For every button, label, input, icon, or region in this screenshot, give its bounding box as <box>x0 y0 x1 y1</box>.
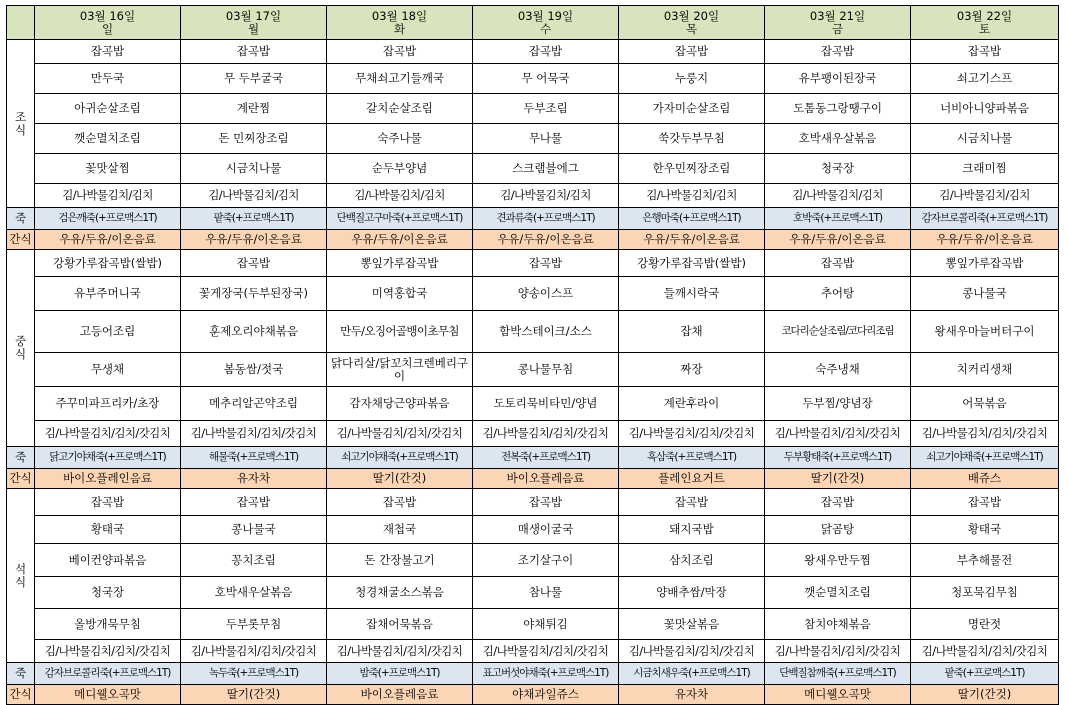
lunch-menu-item: 어묵볶음 <box>911 387 1059 421</box>
day-weekday: 금 <box>831 21 844 36</box>
breakfast-menu-item: 도톰동그랑땡구이 <box>765 94 911 124</box>
breakfast-menu-item: 쇠고기스프 <box>911 64 1059 94</box>
breakfast-menu-item: 순두부양념 <box>327 154 473 184</box>
dinner-menu-item: 돈 간장불고기 <box>327 544 473 577</box>
lunch-menu-item: 주꾸미파프리카/초장 <box>35 387 181 421</box>
lunch-menu-item: 잡곡밥 <box>473 250 619 277</box>
dinner-menu-item: 호박새우살볶음 <box>181 577 327 609</box>
lunch-snack-item: 딸기(간것) <box>765 469 911 489</box>
dinner-item-row <box>7 489 1059 516</box>
dinner-menu-item: 부추해물전 <box>911 544 1059 577</box>
breakfast-item-row <box>7 64 1059 94</box>
breakfast-menu-item: 계란찜 <box>181 94 327 124</box>
dinner-menu-item: 왕새우만두찜 <box>765 544 911 577</box>
header-row <box>7 6 1059 40</box>
lunch-juk-item: 쇠고기야채죽(+프로맥스1T) <box>911 447 1059 469</box>
day-weekday: 토 <box>978 21 991 36</box>
lunch-menu-item: 코다리순살조림/코다리조림 <box>765 311 911 353</box>
breakfast-menu-item: 무 두부굴국 <box>181 64 327 94</box>
day-header <box>181 6 327 40</box>
breakfast-menu-item: 한우민찌장조림 <box>619 154 765 184</box>
lunch-snack-item: 바이오플레인음료 <box>35 469 181 489</box>
day-weekday: 수 <box>539 21 552 36</box>
breakfast-menu-item: 잡곡밥 <box>911 40 1059 64</box>
lunch-item-row <box>7 311 1059 353</box>
dinner-menu-item: 잡곡밥 <box>327 489 473 516</box>
dinner-menu-item: 참나물 <box>473 577 619 609</box>
dinner-menu-item: 올방개묵무침 <box>35 609 181 640</box>
dinner-menu-item: 잡곡밥 <box>181 489 327 516</box>
dinner-menu-item: 잡곡밥 <box>35 489 181 516</box>
dinner-menu-item: 김/나박물김치/김치/갓김치 <box>473 640 619 663</box>
lunch-menu-item: 뽕잎가루잡곡밥 <box>911 250 1059 277</box>
breakfast-menu-item: 스크램블에그 <box>473 154 619 184</box>
dinner-item-row <box>7 516 1059 544</box>
breakfast-menu-item: 가자미순살조림 <box>619 94 765 124</box>
dinner-juk-item: 표고버섯야채죽(+프로맥스1T) <box>473 663 619 685</box>
corner-cell <box>7 6 35 40</box>
dinner-snack-item: 딸기(간것) <box>911 685 1059 705</box>
breakfast-menu-item: 김/나박물김치/김치 <box>35 184 181 208</box>
dinner-juk-item: 감자브로콜리죽(+프로맥스1T) <box>35 663 181 685</box>
dinner-juk-item: 단백질참깨죽(+프로맥스1T) <box>765 663 911 685</box>
lunch-snack-item: 딸기(간것) <box>327 469 473 489</box>
dinner-menu-item: 닭곰탕 <box>765 516 911 544</box>
breakfast-menu-item: 만두국 <box>35 64 181 94</box>
snack-label: 간식 <box>7 230 35 250</box>
dinner-juk-item: 팥죽(+프로맥스1T) <box>911 663 1059 685</box>
breakfast-menu-item: 잡곡밥 <box>765 40 911 64</box>
dinner-menu-item: 김/나박물김치/김치/갓김치 <box>619 640 765 663</box>
breakfast-juk-item: 은행마죽(+프로맥스1T) <box>619 208 765 230</box>
lunch-menu-item: 감자채당근양파볶음 <box>327 387 473 421</box>
dinner-snack-item: 야채과일쥬스 <box>473 685 619 705</box>
dinner-menu-item: 청국장 <box>35 577 181 609</box>
breakfast-menu-item: 김/나박물김치/김치 <box>911 184 1059 208</box>
breakfast-snack-item: 우유/두유/이온음료 <box>181 230 327 250</box>
dinner-snack-item: 메디웰오곡맛 <box>765 685 911 705</box>
dinner-menu-item: 재첩국 <box>327 516 473 544</box>
day-date: 03월 22일 <box>956 8 1013 23</box>
breakfast-snack-item: 우유/두유/이온음료 <box>35 230 181 250</box>
lunch-menu-item: 메추리알곤약조림 <box>181 387 327 421</box>
lunch-juk-item: 두부황태죽(+프로맥스1T) <box>765 447 911 469</box>
dinner-snack-item: 유자차 <box>619 685 765 705</box>
lunch-menu-item: 김/나박물김치/김치/갓김치 <box>327 421 473 447</box>
juk-label: 죽 <box>7 447 35 469</box>
breakfast-snack-item: 우유/두유/이온음료 <box>765 230 911 250</box>
day-weekday: 월 <box>247 21 260 36</box>
dinner-menu-item: 참치야채볶음 <box>765 609 911 640</box>
lunch-menu-item: 김/나박물김치/김치/갓김치 <box>765 421 911 447</box>
breakfast-menu-item: 시금치나물 <box>911 124 1059 154</box>
lunch-juk-row <box>7 447 1059 469</box>
lunch-label <box>7 250 35 447</box>
meal-label-char: 식 <box>14 574 27 589</box>
breakfast-menu-item: 유부팽이된장국 <box>765 64 911 94</box>
dinner-juk-item: 녹두죽(+프로맥스1T) <box>181 663 327 685</box>
lunch-menu-item: 유부주머니국 <box>35 277 181 311</box>
lunch-menu-item: 고등어조림 <box>35 311 181 353</box>
dinner-menu-item: 조기살구이 <box>473 544 619 577</box>
dinner-menu-item: 황태국 <box>911 516 1059 544</box>
day-header <box>473 6 619 40</box>
breakfast-snack-item: 우유/두유/이온음료 <box>619 230 765 250</box>
weekly-meal-table <box>6 5 1059 705</box>
dinner-menu-item: 잡곡밥 <box>911 489 1059 516</box>
breakfast-menu-item: 잡곡밥 <box>619 40 765 64</box>
lunch-menu-item: 들깨시락국 <box>619 277 765 311</box>
lunch-menu-item: 콩나물국 <box>911 277 1059 311</box>
dinner-menu-item: 꽁치조림 <box>181 544 327 577</box>
dinner-menu-item: 청경채굴소스볶음 <box>327 577 473 609</box>
breakfast-menu-item: 두부조림 <box>473 94 619 124</box>
lunch-menu-item: 함박스테이크/소스 <box>473 311 619 353</box>
lunch-menu-item: 무생채 <box>35 353 181 387</box>
snack-label: 간식 <box>7 685 35 705</box>
dinner-snack-item: 메디웰오곡맛 <box>35 685 181 705</box>
breakfast-juk-item: 감자브로콜리죽(+프로맥스1T) <box>911 208 1059 230</box>
breakfast-menu-item: 호박새우살볶음 <box>765 124 911 154</box>
lunch-menu-item: 잡채 <box>619 311 765 353</box>
dinner-menu-item: 김/나박물김치/김치/갓김치 <box>911 640 1059 663</box>
lunch-menu-item: 김/나박물김치/김치/갓김치 <box>911 421 1059 447</box>
lunch-snack-item: 유자차 <box>181 469 327 489</box>
breakfast-menu-item: 갈치순살조림 <box>327 94 473 124</box>
dinner-menu-item: 콩나물국 <box>181 516 327 544</box>
breakfast-menu-item: 무 어묵국 <box>473 64 619 94</box>
meal-label-char: 식 <box>14 347 27 361</box>
breakfast-menu-item: 잡곡밥 <box>473 40 619 64</box>
lunch-menu-item: 닭다리살/닭꼬치크렌베리구이 <box>327 353 473 387</box>
breakfast-juk-item: 견과류죽(+프로맥스1T) <box>473 208 619 230</box>
juk-label: 죽 <box>7 208 35 230</box>
lunch-menu-item: 미역홍합국 <box>327 277 473 311</box>
breakfast-menu-item: 잡곡밥 <box>181 40 327 64</box>
dinner-menu-item: 김/나박물김치/김치/갓김치 <box>181 640 327 663</box>
dinner-menu-item: 양배추쌈/막장 <box>619 577 765 609</box>
dinner-menu-item: 두부롯무침 <box>181 609 327 640</box>
lunch-menu-item: 꽃게장국(두부된장국) <box>181 277 327 311</box>
dinner-item-row <box>7 640 1059 663</box>
day-header <box>327 6 473 40</box>
breakfast-menu-item: 크래미찜 <box>911 154 1059 184</box>
day-header <box>765 6 911 40</box>
day-weekday: 화 <box>393 21 406 36</box>
meal-label-char: 석 <box>14 561 27 576</box>
dinner-juk-row <box>7 663 1059 685</box>
breakfast-snack-row <box>7 230 1059 250</box>
dinner-menu-item: 명란젓 <box>911 609 1059 640</box>
lunch-menu-item: 김/나박물김치/김치/갓김치 <box>35 421 181 447</box>
lunch-menu-item: 짜장 <box>619 353 765 387</box>
dinner-snack-item: 딸기(간것) <box>181 685 327 705</box>
lunch-menu-item: 잡곡밥 <box>181 250 327 277</box>
breakfast-menu-item: 시금치나물 <box>181 154 327 184</box>
day-weekday: 목 <box>685 21 698 36</box>
breakfast-menu-item: 잡곡밥 <box>327 40 473 64</box>
lunch-juk-item: 쇠고기야채죽(+프로맥스1T) <box>327 447 473 469</box>
breakfast-menu-item: 너비아니양파볶음 <box>911 94 1059 124</box>
breakfast-menu-item: 돈 민찌장조림 <box>181 124 327 154</box>
lunch-juk-item: 해물죽(+프로맥스1T) <box>181 447 327 469</box>
day-header <box>619 6 765 40</box>
day-date: 03월 21일 <box>809 8 866 23</box>
lunch-juk-item: 전복죽(+프로맥스1T) <box>473 447 619 469</box>
breakfast-menu-item: 꽃맛살찜 <box>35 154 181 184</box>
lunch-menu-item: 강황가루잡곡밥(쌀밥) <box>35 250 181 277</box>
dinner-menu-item: 잡곡밥 <box>619 489 765 516</box>
lunch-menu-item: 치커리생채 <box>911 353 1059 387</box>
breakfast-menu-item: 김/나박물김치/김치 <box>765 184 911 208</box>
lunch-item-row <box>7 421 1059 447</box>
breakfast-item-row <box>7 94 1059 124</box>
breakfast-menu-item: 김/나박물김치/김치 <box>473 184 619 208</box>
dinner-menu-item: 김/나박물김치/김치/갓김치 <box>327 640 473 663</box>
lunch-menu-item: 김/나박물김치/김치/갓김치 <box>181 421 327 447</box>
lunch-menu-item: 잡곡밥 <box>765 250 911 277</box>
dinner-snack-item: 바이오플레음료 <box>327 685 473 705</box>
breakfast-menu-item: 김/나박물김치/김치 <box>619 184 765 208</box>
lunch-menu-item: 만두/오징어골뱅이초무침 <box>327 311 473 353</box>
meal-label-char: 중 <box>14 334 27 348</box>
snack-label: 간식 <box>7 469 35 489</box>
dinner-menu-item: 야채튀김 <box>473 609 619 640</box>
breakfast-menu-item: 김/나박물김치/김치 <box>327 184 473 208</box>
dinner-item-row <box>7 577 1059 609</box>
dinner-menu-item: 잡곡밥 <box>765 489 911 516</box>
juk-label: 죽 <box>7 663 35 685</box>
lunch-menu-item: 계란후라이 <box>619 387 765 421</box>
dinner-juk-item: 시금치새우죽(+프로맥스1T) <box>619 663 765 685</box>
day-date: 03월 18일 <box>371 8 428 23</box>
lunch-menu-item: 왕새우마늘버터구이 <box>911 311 1059 353</box>
day-weekday: 일 <box>101 21 114 36</box>
dinner-menu-item: 삼치조림 <box>619 544 765 577</box>
breakfast-juk-item: 단백질고구마죽(+프로맥스1T) <box>327 208 473 230</box>
dinner-menu-item: 돼지국밥 <box>619 516 765 544</box>
breakfast-item-row <box>7 124 1059 154</box>
breakfast-menu-item: 무채쇠고기들깨국 <box>327 64 473 94</box>
lunch-item-row <box>7 387 1059 421</box>
meal-label-char: 식 <box>14 122 27 137</box>
lunch-menu-item: 김/나박물김치/김치/갓김치 <box>619 421 765 447</box>
dinner-menu-item: 김/나박물김치/김치/갓김치 <box>765 640 911 663</box>
lunch-item-row <box>7 250 1059 277</box>
breakfast-menu-item: 쑥갓두부무침 <box>619 124 765 154</box>
lunch-juk-item: 흑삼죽(+프로맥스1T) <box>619 447 765 469</box>
meal-label-char: 조 <box>14 109 27 124</box>
dinner-menu-item: 꽃맛살볶음 <box>619 609 765 640</box>
dinner-snack-row <box>7 685 1059 705</box>
breakfast-menu-item: 잡곡밥 <box>35 40 181 64</box>
dinner-item-row <box>7 544 1059 577</box>
breakfast-snack-item: 우유/두유/이온음료 <box>473 230 619 250</box>
lunch-menu-item: 훈제오리야채볶음 <box>181 311 327 353</box>
breakfast-menu-item: 김/나박물김치/김치 <box>181 184 327 208</box>
lunch-menu-item: 추어탕 <box>765 277 911 311</box>
lunch-juk-item: 닭고기야채죽(+프로맥스1T) <box>35 447 181 469</box>
breakfast-juk-item: 검은깨죽(+프로맥스1T) <box>35 208 181 230</box>
breakfast-snack-item: 우유/두유/이온음료 <box>327 230 473 250</box>
dinner-menu-item: 청포묵김무침 <box>911 577 1059 609</box>
day-header <box>35 6 181 40</box>
lunch-menu-item: 김/나박물김치/김치/갓김치 <box>473 421 619 447</box>
dinner-menu-item: 잡채어묵볶음 <box>327 609 473 640</box>
dinner-juk-item: 밤죽(+프로맥스1T) <box>327 663 473 685</box>
breakfast-item-row <box>7 184 1059 208</box>
lunch-menu-item: 도토리묵비타민/양념 <box>473 387 619 421</box>
breakfast-item-row <box>7 40 1059 64</box>
breakfast-menu-item: 청국장 <box>765 154 911 184</box>
lunch-snack-item: 배쥬스 <box>911 469 1059 489</box>
breakfast-juk-item: 팥죽(+프로맥스1T) <box>181 208 327 230</box>
lunch-menu-item: 두부찜/양념장 <box>765 387 911 421</box>
lunch-menu-item: 뽕잎가루잡곡밥 <box>327 250 473 277</box>
breakfast-juk-row <box>7 208 1059 230</box>
breakfast-menu-item: 숙주나물 <box>327 124 473 154</box>
breakfast-label <box>7 40 35 208</box>
lunch-menu-item: 양송이스프 <box>473 277 619 311</box>
dinner-menu-item: 베이컨양파볶음 <box>35 544 181 577</box>
lunch-item-row <box>7 353 1059 387</box>
day-header <box>911 6 1059 40</box>
breakfast-juk-item: 호박죽(+프로맥스1T) <box>765 208 911 230</box>
breakfast-snack-item: 우유/두유/이온음료 <box>911 230 1059 250</box>
dinner-item-row <box>7 609 1059 640</box>
lunch-menu-item: 봄동쌈/젓국 <box>181 353 327 387</box>
dinner-menu-item: 황태국 <box>35 516 181 544</box>
breakfast-menu-item: 누룽지 <box>619 64 765 94</box>
dinner-label <box>7 489 35 663</box>
day-date: 03월 17일 <box>225 8 282 23</box>
dinner-menu-item: 김/나박물김치/김치/갓김치 <box>35 640 181 663</box>
day-date: 03월 16일 <box>79 8 136 23</box>
lunch-snack-item: 플레인요거트 <box>619 469 765 489</box>
lunch-snack-row <box>7 469 1059 489</box>
dinner-menu-item: 잡곡밥 <box>473 489 619 516</box>
breakfast-menu-item: 깻순멸치조림 <box>35 124 181 154</box>
lunch-menu-item: 숙주냉채 <box>765 353 911 387</box>
lunch-item-row <box>7 277 1059 311</box>
lunch-menu-item: 콩나물무침 <box>473 353 619 387</box>
lunch-menu-item: 강황가루잡곡밥(쌀밥) <box>619 250 765 277</box>
day-date: 03월 20일 <box>663 8 720 23</box>
lunch-snack-item: 바이오플레음료 <box>473 469 619 489</box>
dinner-menu-item: 깻순멸치조림 <box>765 577 911 609</box>
breakfast-menu-item: 무나물 <box>473 124 619 154</box>
breakfast-item-row <box>7 154 1059 184</box>
breakfast-menu-item: 아귀순살조림 <box>35 94 181 124</box>
day-date: 03월 19일 <box>517 8 574 23</box>
dinner-menu-item: 매생이굴국 <box>473 516 619 544</box>
